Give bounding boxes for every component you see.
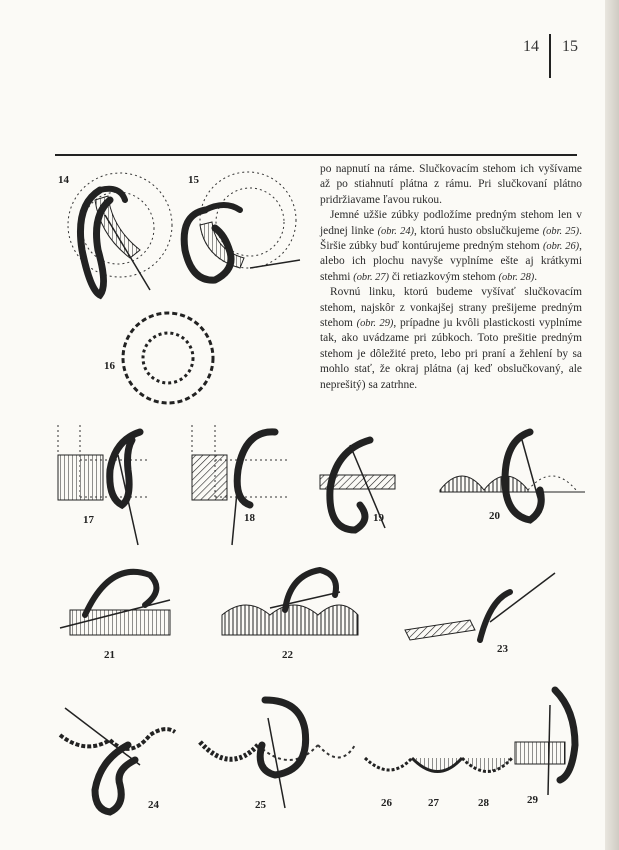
figure-14	[68, 173, 172, 295]
figure-label: 21	[104, 649, 115, 661]
figure-29	[515, 690, 575, 795]
figure-ref: (obr. 24)	[377, 225, 414, 237]
figure-ref: (obr. 26)	[542, 241, 580, 253]
page-number-right: 15	[562, 38, 578, 55]
figure-label: 15	[188, 174, 199, 186]
figure-15	[184, 172, 300, 280]
text-run: Rovnú linku, ktorú budeme vyšívať slučkovacím stehom, najskôr z vonkajšej strany prešijeme predným stehom	[320, 286, 582, 330]
figure-25	[200, 700, 355, 808]
figure-label: 29	[527, 794, 538, 806]
text-run: .	[534, 270, 538, 283]
figure-label: 16	[104, 360, 115, 372]
figure-16	[123, 313, 213, 403]
figure-label: 19	[373, 512, 384, 524]
page-number-left: 14	[523, 38, 539, 55]
figure-label: 14	[58, 174, 69, 186]
figure-23	[405, 573, 555, 640]
text-run: . Širšie zúbky buď kontúrujeme predným stehom	[320, 224, 582, 253]
figure-ref: (obr. 29)	[356, 318, 394, 330]
text-run: , alebo ich plochu navyše vyplníme ešte aj krátkymi stehmi	[320, 240, 582, 283]
figure-label: 20	[489, 510, 500, 522]
figure-label: 26	[381, 797, 392, 809]
figure-21	[60, 572, 170, 635]
figure-ref: (obr. 27)	[353, 271, 390, 283]
text-run: Jemné užšie zúbky podložíme predným stehom len v jednej linke	[320, 209, 582, 237]
figure-ref: (obr. 25)	[542, 225, 580, 237]
figure-ref: (obr. 28)	[498, 271, 535, 283]
figure-22	[222, 570, 358, 635]
figure-label: 28	[478, 797, 489, 809]
text-run: po napnutí na ráme. Slučkovacím stehom ich vyšívame až po stiahnutí plátna z rámu. Pri slučkovaní plátno pridržiavame ľavou rukou.	[320, 163, 582, 206]
figure-label: 17	[83, 514, 94, 526]
figure-label: 23	[497, 643, 508, 655]
figure-18	[192, 425, 290, 545]
figure-label: 18	[244, 512, 255, 524]
figure-24	[60, 708, 175, 812]
figure-20	[440, 432, 585, 520]
figure-label: 27	[428, 797, 439, 809]
text-run: , prípadne ju kvôli plastickosti vyplníme tak, ako uvádzame pri zúbkoch. Toto prešitie predným stehom je dôležité preto, lebo pri praní a žehlení by sa mohlo stať, že okraj plátna (aj keď obslučkovaný, ale neprešitý) sa zatrhne.	[320, 317, 582, 391]
figure-17	[58, 425, 150, 545]
figure-label: 24	[148, 799, 159, 811]
figure-26-28	[365, 758, 512, 772]
figure-label: 22	[282, 649, 293, 661]
figure-label: 25	[255, 799, 266, 811]
text-run: či retiazkovým stehom	[389, 270, 499, 283]
text-run: , ktorú husto obslučkujeme	[413, 224, 543, 237]
